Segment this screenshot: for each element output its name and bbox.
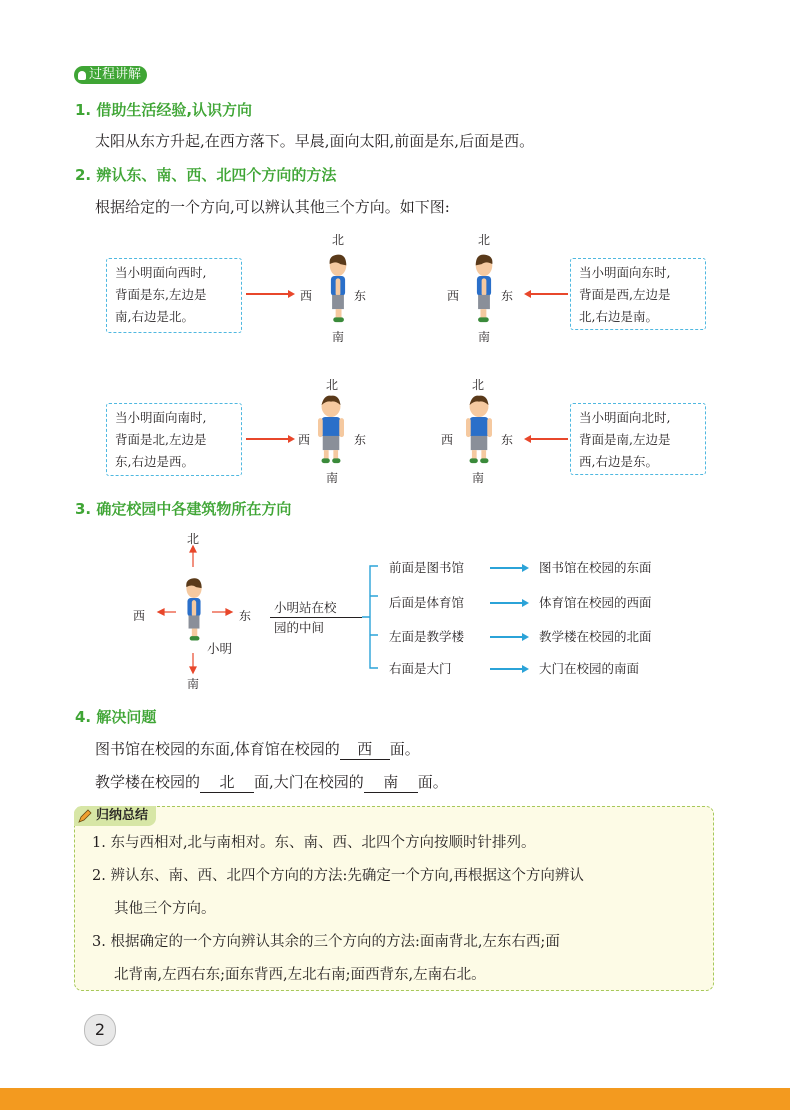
standing-note: 小明站在校 园的中间 xyxy=(274,600,337,635)
pencil-icon xyxy=(78,809,92,823)
east-label: 东 xyxy=(501,433,514,447)
section-3-title: 3. 确定校园中各建筑物所在方向 xyxy=(75,500,292,518)
summary-line-3: 其他三个方向。 xyxy=(114,901,216,917)
row-2-cause: 后面是体育馆 xyxy=(389,595,465,610)
east-label: 东 xyxy=(501,289,514,303)
footer-bar xyxy=(0,1088,790,1110)
arrow-right-icon xyxy=(522,665,529,673)
section-1-text: 太阳从东方升起,在西方落下。早晨,面向太阳,前面是东,后面是西。 xyxy=(95,132,535,150)
boy-figure xyxy=(182,568,206,652)
page-number: 2 xyxy=(84,1014,116,1046)
arrow-right-icon xyxy=(522,633,529,641)
arrow-line xyxy=(530,293,568,295)
arrow-right-icon xyxy=(522,564,529,572)
answer-blank: 西 xyxy=(340,738,390,760)
east-label: 东 xyxy=(354,289,367,303)
bracket xyxy=(360,560,380,674)
south-label: 南 xyxy=(478,330,491,344)
section-4-title: 4. 解决问题 xyxy=(75,708,157,726)
xiaoming-label: 小明 xyxy=(207,641,233,656)
north-label: 北 xyxy=(472,378,485,392)
section-tag: 过程讲解 xyxy=(74,66,147,84)
facing-south-box: 当小明面向南时, 背面是北,左边是 东,右边是西。 xyxy=(106,403,242,476)
north-label: 北 xyxy=(326,378,339,392)
arrow-line xyxy=(530,438,568,440)
facing-east-box: 当小明面向东时, 背面是西,左边是 北,右边是南。 xyxy=(570,258,706,330)
north-label: 北 xyxy=(187,532,200,546)
section-2-title: 2. 辨认东、南、西、北四个方向的方法 xyxy=(75,166,337,184)
boy-figure xyxy=(325,253,351,325)
summary-line-5: 北背南,左西右东;面东背西,左北右南;面西背东,左南右北。 xyxy=(114,967,486,983)
divider xyxy=(270,617,362,618)
arrow-right-icon xyxy=(288,435,295,443)
summary-line-2: 2. 辨认东、南、西、北四个方向的方法:先确定一个方向,再根据这个方向辨认 xyxy=(92,868,584,884)
south-label: 南 xyxy=(326,471,339,485)
summary-line-1: 1. 东与西相对,北与南相对。东、南、西、北四个方向按顺时针排列。 xyxy=(92,835,536,851)
row-2-result: 体育馆在校园的西面 xyxy=(539,595,652,610)
arrow-line xyxy=(490,602,523,604)
summary-tag: 归纳总结 xyxy=(74,806,156,826)
answer-line-1: 图书馆在校园的东面,体育馆在校园的 西 面。 xyxy=(95,740,420,758)
arrow-line xyxy=(490,668,523,670)
east-label: 东 xyxy=(239,609,252,623)
south-label: 南 xyxy=(187,677,200,691)
west-label: 西 xyxy=(298,433,311,447)
west-label: 西 xyxy=(441,433,454,447)
east-label: 东 xyxy=(354,433,367,447)
section-2-text: 根据给定的一个方向,可以辨认其他三个方向。如下图: xyxy=(95,198,450,216)
answer-blank: 北 xyxy=(200,771,254,793)
north-label: 北 xyxy=(478,233,491,247)
arrow-right-icon xyxy=(288,290,295,298)
arrow-line xyxy=(246,438,290,440)
row-3-result: 教学楼在校园的北面 xyxy=(539,629,652,644)
summary-line-4: 3. 根据确定的一个方向辨认其余的三个方向的方法:面南背北,左东右西;面 xyxy=(92,934,560,950)
boy-figure xyxy=(318,395,344,465)
row-1-result: 图书馆在校园的东面 xyxy=(539,560,652,575)
west-label: 西 xyxy=(447,289,460,303)
west-label: 西 xyxy=(300,289,313,303)
arrow-line xyxy=(490,636,523,638)
lightbulb-icon xyxy=(78,71,86,80)
answer-blank: 南 xyxy=(364,771,418,793)
answer-line-2: 教学楼在校园的 北 面,大门在校园的 南 面。 xyxy=(95,773,448,791)
west-label: 西 xyxy=(133,609,146,623)
boy-figure xyxy=(471,253,497,325)
arrow-right-icon xyxy=(522,599,529,607)
row-4-cause: 右面是大门 xyxy=(389,661,452,676)
row-4-result: 大门在校园的南面 xyxy=(539,661,640,676)
arrow-line xyxy=(246,293,290,295)
facing-west-box: 当小明面向西时, 背面是东,左边是 南,右边是北。 xyxy=(106,258,242,333)
facing-north-box: 当小明面向北时, 背面是南,左边是 西,右边是东。 xyxy=(570,403,706,475)
section-1-title: 1. 借助生活经验,认识方向 xyxy=(75,101,253,119)
row-3-cause: 左面是教学楼 xyxy=(389,629,465,644)
south-label: 南 xyxy=(332,330,345,344)
north-label: 北 xyxy=(332,233,345,247)
boy-figure xyxy=(466,395,492,465)
south-label: 南 xyxy=(472,471,485,485)
arrow-line xyxy=(490,567,523,569)
row-1-cause: 前面是图书馆 xyxy=(389,560,465,575)
